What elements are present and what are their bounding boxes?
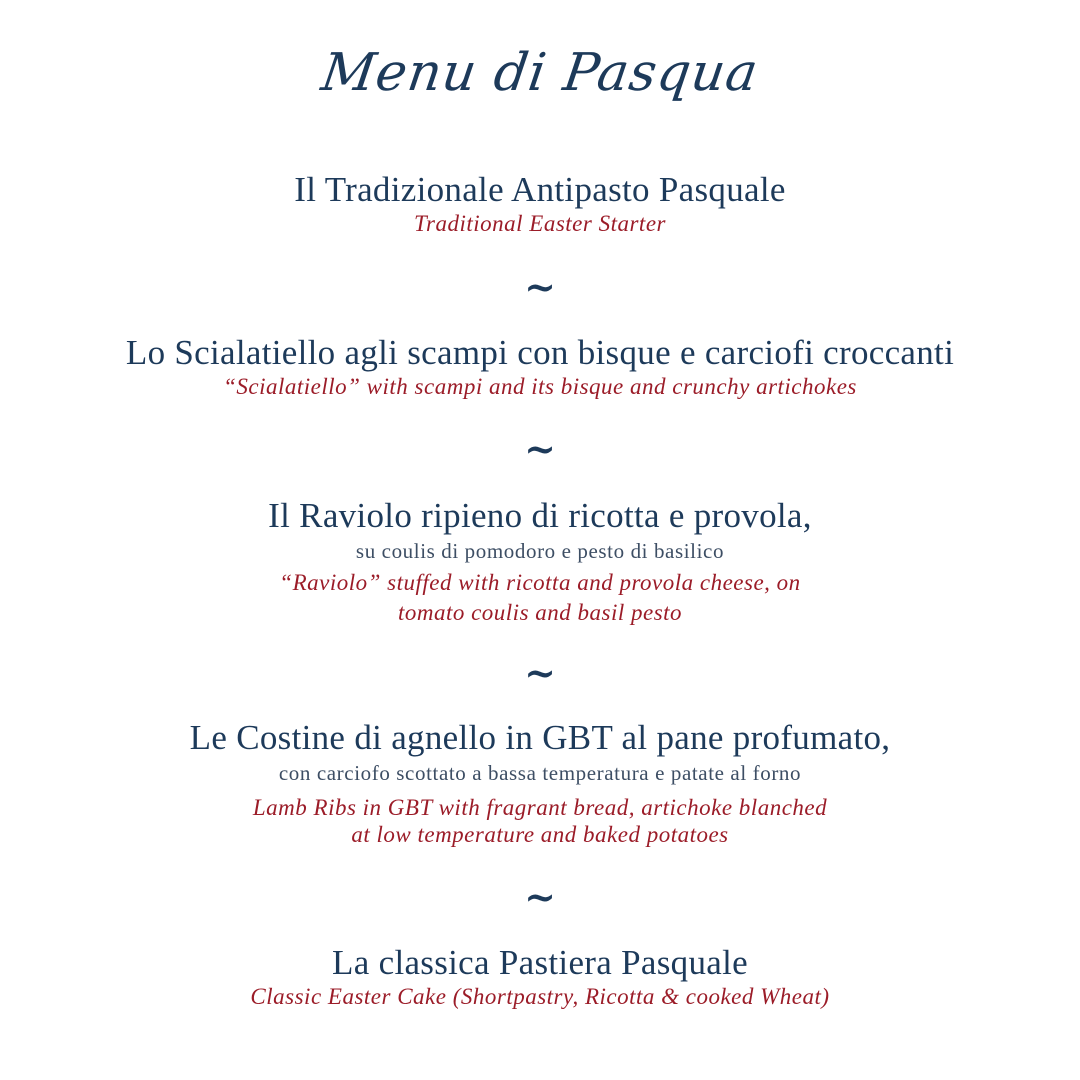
course-english-name: Traditional Easter Starter [414,211,666,236]
course-english-name: “Scialatiello” with scampi and its bisque and crunchy artichokes [223,374,857,399]
course-raviolo [0,496,1080,628]
course-italian-name: Le Costine di agnello in GBT al pane profumato, [189,718,891,757]
course-costine [0,718,1080,848]
course-scialatiello [0,333,1080,400]
course-english-line-2: at low temperature and baked potatoes [351,822,729,847]
separator-tilde: ~ [524,264,556,309]
separator-tilde: ~ [524,426,556,471]
course-italian-subtitle: su coulis di pomodoro e pesto di basilico [355,539,725,563]
course-english-line-1: “Raviolo” stuffed with ricotta and provola cheese, on [279,570,801,595]
menu-title: Menu di Pasqua [317,43,763,103]
course-antipasto [0,170,1080,237]
separator-tilde: ~ [524,874,556,919]
course-italian-name: Il Tradizionale Antipasto Pasquale [294,170,786,209]
course-pastiera [0,943,1080,1010]
course-english-line-1: Lamb Ribs in GBT with fragrant bread, artichoke blanched [252,795,828,820]
course-english-line-2: tomato coulis and basil pesto [397,600,683,625]
course-italian-subtitle: con carciofo scottato a bassa temperatura e patate al forno [278,761,802,785]
separator-tilde: ~ [524,650,556,695]
course-italian-name: Il Raviolo ripieno di ricotta e provola, [268,496,812,535]
course-italian-name: La classica Pastiera Pasquale [332,943,748,982]
course-italian-name: Lo Scialatiello agli scampi con bisque e carciofi croccanti [125,333,955,372]
course-english-name: Classic Easter Cake (Shortpastry, Ricotta & cooked Wheat) [250,984,830,1009]
